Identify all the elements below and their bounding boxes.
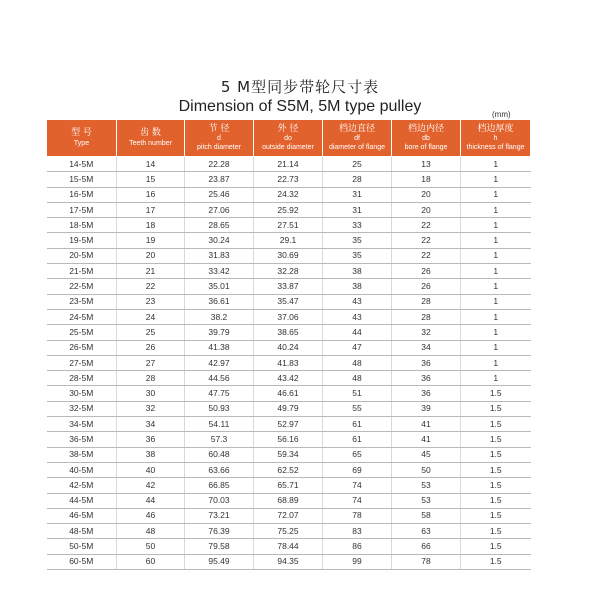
column-header-flange-bore xyxy=(392,120,461,157)
table-cell-flange-bore: 39 xyxy=(392,401,461,416)
table-cell-type: 22-5M xyxy=(47,279,117,294)
table-row xyxy=(47,554,531,569)
table-cell-flange-thickness: 1.5 xyxy=(461,432,531,447)
table-cell-flange-thickness: 1.5 xyxy=(461,524,531,539)
table-row xyxy=(47,248,531,263)
table-cell-outside-diameter: 35.47 xyxy=(254,294,323,309)
table-cell-flange-bore: 26 xyxy=(392,264,461,279)
table-cell-pitch-diameter: 44.56 xyxy=(185,371,254,386)
table-cell-outside-diameter: 24.32 xyxy=(254,187,323,202)
table-header-row xyxy=(47,120,531,157)
table-cell-outside-diameter: 78.44 xyxy=(254,539,323,554)
table-cell-teeth-number: 25 xyxy=(117,325,185,340)
table-cell-flange-bore: 32 xyxy=(392,325,461,340)
table-row xyxy=(47,309,531,324)
table-cell-flange-diameter: 31 xyxy=(323,202,392,217)
table-cell-flange-thickness: 1.5 xyxy=(461,462,531,477)
table-cell-pitch-diameter: 36.61 xyxy=(185,294,254,309)
column-header-cn-text: 外 径 xyxy=(277,124,299,134)
column-header-type xyxy=(47,120,117,157)
table-cell-flange-bore: 20 xyxy=(392,202,461,217)
table-cell-teeth-number: 16 xyxy=(117,187,185,202)
table-cell-type: 24-5M xyxy=(47,309,117,324)
table-row xyxy=(47,218,531,233)
table-cell-pitch-diameter: 70.03 xyxy=(185,493,254,508)
table-cell-flange-diameter: 38 xyxy=(323,279,392,294)
table-cell-flange-thickness: 1.5 xyxy=(461,386,531,401)
table-cell-flange-thickness: 1.5 xyxy=(461,508,531,523)
table-cell-flange-diameter: 65 xyxy=(323,447,392,462)
table-cell-outside-diameter: 21.14 xyxy=(254,157,323,172)
table-cell-flange-bore: 53 xyxy=(392,478,461,493)
table-cell-flange-thickness: 1.5 xyxy=(461,478,531,493)
table-cell-type: 32-5M xyxy=(47,401,117,416)
table-cell-pitch-diameter: 79.58 xyxy=(185,539,254,554)
table-cell-flange-bore: 53 xyxy=(392,493,461,508)
column-header-pitch-diameter xyxy=(185,120,254,157)
table-cell-type: 15-5M xyxy=(47,172,117,187)
table-cell-outside-diameter: 33.87 xyxy=(254,279,323,294)
table-cell-flange-diameter: 74 xyxy=(323,493,392,508)
table-cell-flange-bore: 34 xyxy=(392,340,461,355)
table-cell-flange-thickness: 1 xyxy=(461,309,531,324)
table-cell-teeth-number: 50 xyxy=(117,539,185,554)
table-cell-teeth-number: 15 xyxy=(117,172,185,187)
table-cell-pitch-diameter: 57.3 xyxy=(185,432,254,447)
table-cell-teeth-number: 19 xyxy=(117,233,185,248)
table-row xyxy=(47,279,531,294)
table-cell-outside-diameter: 46.61 xyxy=(254,386,323,401)
table-cell-type: 48-5M xyxy=(47,524,117,539)
table-cell-type: 28-5M xyxy=(47,371,117,386)
table-cell-pitch-diameter: 33.42 xyxy=(185,264,254,279)
table-cell-pitch-diameter: 73.21 xyxy=(185,508,254,523)
table-cell-flange-diameter: 61 xyxy=(323,417,392,432)
table-cell-outside-diameter: 59.34 xyxy=(254,447,323,462)
table-cell-teeth-number: 40 xyxy=(117,462,185,477)
table-cell-pitch-diameter: 39.79 xyxy=(185,325,254,340)
table-cell-type: 44-5M xyxy=(47,493,117,508)
table-cell-flange-thickness: 1.5 xyxy=(461,417,531,432)
table-cell-type: 40-5M xyxy=(47,462,117,477)
table-cell-flange-bore: 22 xyxy=(392,248,461,263)
table-cell-flange-diameter: 48 xyxy=(323,371,392,386)
column-header-cn-text: 档边内径 xyxy=(407,124,444,134)
table-cell-outside-diameter: 22.73 xyxy=(254,172,323,187)
table-cell-outside-diameter: 49.79 xyxy=(254,401,323,416)
table-cell-flange-diameter: 74 xyxy=(323,478,392,493)
table-cell-pitch-diameter: 27.06 xyxy=(185,202,254,217)
column-header-cn-text: 档边厚度 xyxy=(477,124,514,134)
table-cell-flange-bore: 28 xyxy=(392,294,461,309)
table-cell-type: 27-5M xyxy=(47,355,117,370)
table-cell-pitch-diameter: 47.75 xyxy=(185,386,254,401)
table-cell-type: 18-5M xyxy=(47,218,117,233)
table-cell-outside-diameter: 56.16 xyxy=(254,432,323,447)
table-cell-type: 23-5M xyxy=(47,294,117,309)
column-header-cn-text: 档边直径 xyxy=(338,124,375,134)
table-row xyxy=(47,447,531,462)
column-header-flange-thickness xyxy=(461,120,531,157)
table-cell-type: 20-5M xyxy=(47,248,117,263)
table-cell-type: 34-5M xyxy=(47,417,117,432)
table-cell-type: 36-5M xyxy=(47,432,117,447)
table-row xyxy=(47,478,531,493)
column-header-en-text: bore of flange xyxy=(404,144,448,151)
table-cell-outside-diameter: 38.65 xyxy=(254,325,323,340)
table-cell-flange-thickness: 1 xyxy=(461,157,531,172)
table-cell-flange-thickness: 1 xyxy=(461,218,531,233)
table-cell-flange-diameter: 43 xyxy=(323,294,392,309)
table-cell-pitch-diameter: 54.11 xyxy=(185,417,254,432)
column-header-sym-text: db xyxy=(422,135,430,142)
table-cell-pitch-diameter: 41.38 xyxy=(185,340,254,355)
table-cell-flange-bore: 22 xyxy=(392,218,461,233)
table-cell-outside-diameter: 65.71 xyxy=(254,478,323,493)
table-cell-flange-diameter: 78 xyxy=(323,508,392,523)
table-cell-outside-diameter: 25.92 xyxy=(254,202,323,217)
table-cell-flange-bore: 26 xyxy=(392,279,461,294)
table-cell-flange-bore: 41 xyxy=(392,432,461,447)
table-cell-flange-thickness: 1.5 xyxy=(461,447,531,462)
table-cell-flange-bore: 50 xyxy=(392,462,461,477)
table-cell-flange-thickness: 1.5 xyxy=(461,539,531,554)
table-cell-flange-bore: 66 xyxy=(392,539,461,554)
table-cell-type: 26-5M xyxy=(47,340,117,355)
table-cell-flange-bore: 41 xyxy=(392,417,461,432)
table-cell-flange-diameter: 61 xyxy=(323,432,392,447)
column-header-en-text: Teeth number xyxy=(129,140,172,147)
table-cell-flange-thickness: 1 xyxy=(461,248,531,263)
table-row xyxy=(47,325,531,340)
table-row xyxy=(47,462,531,477)
table-cell-flange-diameter: 44 xyxy=(323,325,392,340)
table-cell-flange-thickness: 1 xyxy=(461,325,531,340)
table-cell-flange-thickness: 1 xyxy=(461,187,531,202)
table-cell-type: 38-5M xyxy=(47,447,117,462)
table-cell-flange-bore: 18 xyxy=(392,172,461,187)
table-cell-teeth-number: 27 xyxy=(117,355,185,370)
table-cell-flange-bore: 36 xyxy=(392,371,461,386)
table-cell-flange-diameter: 69 xyxy=(323,462,392,477)
table-cell-teeth-number: 36 xyxy=(117,432,185,447)
table-cell-flange-bore: 28 xyxy=(392,309,461,324)
table-cell-outside-diameter: 52.97 xyxy=(254,417,323,432)
table-row xyxy=(47,371,531,386)
table-row xyxy=(47,340,531,355)
table-cell-flange-bore: 22 xyxy=(392,233,461,248)
column-header-en-text: Type xyxy=(73,140,90,147)
column-header-cn-text: 型 号 xyxy=(71,128,92,138)
table-cell-teeth-number: 22 xyxy=(117,279,185,294)
table-cell-flange-diameter: 48 xyxy=(323,355,392,370)
table-row xyxy=(47,172,531,187)
table-cell-teeth-number: 17 xyxy=(117,202,185,217)
table-cell-flange-bore: 20 xyxy=(392,187,461,202)
table-cell-outside-diameter: 37.06 xyxy=(254,309,323,324)
table-body xyxy=(47,157,531,570)
table-cell-teeth-number: 38 xyxy=(117,447,185,462)
unit-label: (mm) xyxy=(492,110,511,119)
table-cell-pitch-diameter: 22.28 xyxy=(185,157,254,172)
table-cell-outside-diameter: 94.35 xyxy=(254,554,323,569)
table-row xyxy=(47,202,531,217)
table-cell-teeth-number: 42 xyxy=(117,478,185,493)
table-cell-type: 42-5M xyxy=(47,478,117,493)
table-cell-teeth-number: 34 xyxy=(117,417,185,432)
table-cell-outside-diameter: 27.51 xyxy=(254,218,323,233)
table-cell-flange-thickness: 1 xyxy=(461,340,531,355)
table-cell-outside-diameter: 68.89 xyxy=(254,493,323,508)
table-cell-flange-thickness: 1 xyxy=(461,355,531,370)
table-row xyxy=(47,417,531,432)
table-cell-pitch-diameter: 95.49 xyxy=(185,554,254,569)
table-cell-flange-diameter: 47 xyxy=(323,340,392,355)
table-cell-pitch-diameter: 23.87 xyxy=(185,172,254,187)
table-cell-flange-diameter: 38 xyxy=(323,264,392,279)
table-cell-teeth-number: 20 xyxy=(117,248,185,263)
column-header-cn-text: 节 径 xyxy=(208,124,230,134)
table-cell-teeth-number: 28 xyxy=(117,371,185,386)
table-cell-flange-thickness: 1.5 xyxy=(461,401,531,416)
table-cell-outside-diameter: 32.28 xyxy=(254,264,323,279)
table-cell-teeth-number: 30 xyxy=(117,386,185,401)
table-cell-pitch-diameter: 60.48 xyxy=(185,447,254,462)
table-cell-teeth-number: 44 xyxy=(117,493,185,508)
column-header-en-text: diameter of flange xyxy=(328,144,386,151)
table-cell-flange-thickness: 1.5 xyxy=(461,554,531,569)
table-cell-teeth-number: 21 xyxy=(117,264,185,279)
table-cell-flange-bore: 36 xyxy=(392,386,461,401)
table-row xyxy=(47,157,531,172)
table-cell-pitch-diameter: 66.85 xyxy=(185,478,254,493)
table-cell-flange-diameter: 31 xyxy=(323,187,392,202)
table-cell-flange-thickness: 1 xyxy=(461,172,531,187)
table-cell-pitch-diameter: 28.65 xyxy=(185,218,254,233)
table-cell-type: 60-5M xyxy=(47,554,117,569)
table-cell-flange-diameter: 35 xyxy=(323,248,392,263)
table-cell-teeth-number: 14 xyxy=(117,157,185,172)
table-cell-flange-bore: 63 xyxy=(392,524,461,539)
column-header-sym-text: df xyxy=(354,135,360,142)
table-cell-flange-diameter: 33 xyxy=(323,218,392,233)
table-cell-pitch-diameter: 31.83 xyxy=(185,248,254,263)
table-cell-outside-diameter: 30.69 xyxy=(254,248,323,263)
table-cell-flange-bore: 36 xyxy=(392,355,461,370)
column-header-cn-text: 齿 数 xyxy=(140,128,161,138)
table-cell-outside-diameter: 72.07 xyxy=(254,508,323,523)
column-header-en-text: outside diameter xyxy=(262,144,314,151)
table-cell-flange-thickness: 1 xyxy=(461,294,531,309)
table-row xyxy=(47,508,531,523)
table-cell-flange-diameter: 83 xyxy=(323,524,392,539)
table-row xyxy=(47,524,531,539)
table-cell-teeth-number: 26 xyxy=(117,340,185,355)
table-cell-flange-bore: 45 xyxy=(392,447,461,462)
table-cell-type: 17-5M xyxy=(47,202,117,217)
table-cell-outside-diameter: 40.24 xyxy=(254,340,323,355)
table-cell-flange-bore: 13 xyxy=(392,157,461,172)
table-cell-flange-thickness: 1 xyxy=(461,233,531,248)
table-row xyxy=(47,432,531,447)
table-cell-flange-thickness: 1 xyxy=(461,279,531,294)
page-title-english: Dimension of S5M, 5M type pulley xyxy=(178,98,422,115)
table-cell-pitch-diameter: 50.93 xyxy=(185,401,254,416)
table-cell-teeth-number: 60 xyxy=(117,554,185,569)
table-cell-pitch-diameter: 25.46 xyxy=(185,187,254,202)
table-cell-type: 46-5M xyxy=(47,508,117,523)
table-cell-flange-diameter: 35 xyxy=(323,233,392,248)
table-cell-pitch-diameter: 30.24 xyxy=(185,233,254,248)
table-cell-outside-diameter: 41.83 xyxy=(254,355,323,370)
table-cell-flange-diameter: 99 xyxy=(323,554,392,569)
table-cell-pitch-diameter: 42.97 xyxy=(185,355,254,370)
pulley-dimension-table xyxy=(46,119,531,570)
table-cell-teeth-number: 23 xyxy=(117,294,185,309)
table-cell-type: 21-5M xyxy=(47,264,117,279)
table-cell-teeth-number: 24 xyxy=(117,309,185,324)
table-cell-teeth-number: 48 xyxy=(117,524,185,539)
table-cell-flange-thickness: 1.5 xyxy=(461,493,531,508)
table-row xyxy=(47,294,531,309)
column-header-outside-diameter xyxy=(254,120,323,157)
column-header-sym-text: do xyxy=(284,135,292,142)
table-row xyxy=(47,187,531,202)
table-cell-flange-diameter: 25 xyxy=(323,157,392,172)
table-cell-teeth-number: 18 xyxy=(117,218,185,233)
table-cell-flange-thickness: 1 xyxy=(461,202,531,217)
table-cell-type: 30-5M xyxy=(47,386,117,401)
table-cell-flange-diameter: 86 xyxy=(323,539,392,554)
table-cell-flange-diameter: 43 xyxy=(323,309,392,324)
column-header-teeth-number xyxy=(117,120,185,157)
table-cell-teeth-number: 32 xyxy=(117,401,185,416)
page-title-chinese: 5 M型同步带轮尺寸表 xyxy=(220,78,380,96)
table-cell-outside-diameter: 75.25 xyxy=(254,524,323,539)
table-cell-flange-bore: 78 xyxy=(392,554,461,569)
table-cell-flange-bore: 58 xyxy=(392,508,461,523)
table-cell-type: 16-5M xyxy=(47,187,117,202)
column-header-en-text: pitch diameter xyxy=(197,144,241,151)
table-row xyxy=(47,401,531,416)
table-cell-type: 25-5M xyxy=(47,325,117,340)
table-row xyxy=(47,233,531,248)
table-cell-flange-diameter: 28 xyxy=(323,172,392,187)
column-header-en-text: thickness of flange xyxy=(466,144,525,151)
table-row xyxy=(47,493,531,508)
table-row xyxy=(47,386,531,401)
table-row xyxy=(47,355,531,370)
table-cell-flange-diameter: 51 xyxy=(323,386,392,401)
table-cell-pitch-diameter: 76.39 xyxy=(185,524,254,539)
table-row xyxy=(47,539,531,554)
table-cell-outside-diameter: 29.1 xyxy=(254,233,323,248)
column-header-sym-text: h xyxy=(493,135,498,142)
column-header-sym-text: d xyxy=(217,135,221,142)
table-cell-type: 19-5M xyxy=(47,233,117,248)
table-cell-flange-thickness: 1 xyxy=(461,371,531,386)
table-cell-pitch-diameter: 38.2 xyxy=(185,309,254,324)
table-cell-pitch-diameter: 35.01 xyxy=(185,279,254,294)
table-cell-type: 50-5M xyxy=(47,539,117,554)
column-header-flange-diameter xyxy=(323,120,392,157)
table-row xyxy=(47,264,531,279)
table-cell-teeth-number: 46 xyxy=(117,508,185,523)
table-cell-outside-diameter: 43.42 xyxy=(254,371,323,386)
table-cell-type: 14-5M xyxy=(47,157,117,172)
table-cell-outside-diameter: 62.52 xyxy=(254,462,323,477)
table-cell-flange-diameter: 55 xyxy=(323,401,392,416)
table-cell-pitch-diameter: 63.66 xyxy=(185,462,254,477)
table-cell-flange-thickness: 1 xyxy=(461,264,531,279)
